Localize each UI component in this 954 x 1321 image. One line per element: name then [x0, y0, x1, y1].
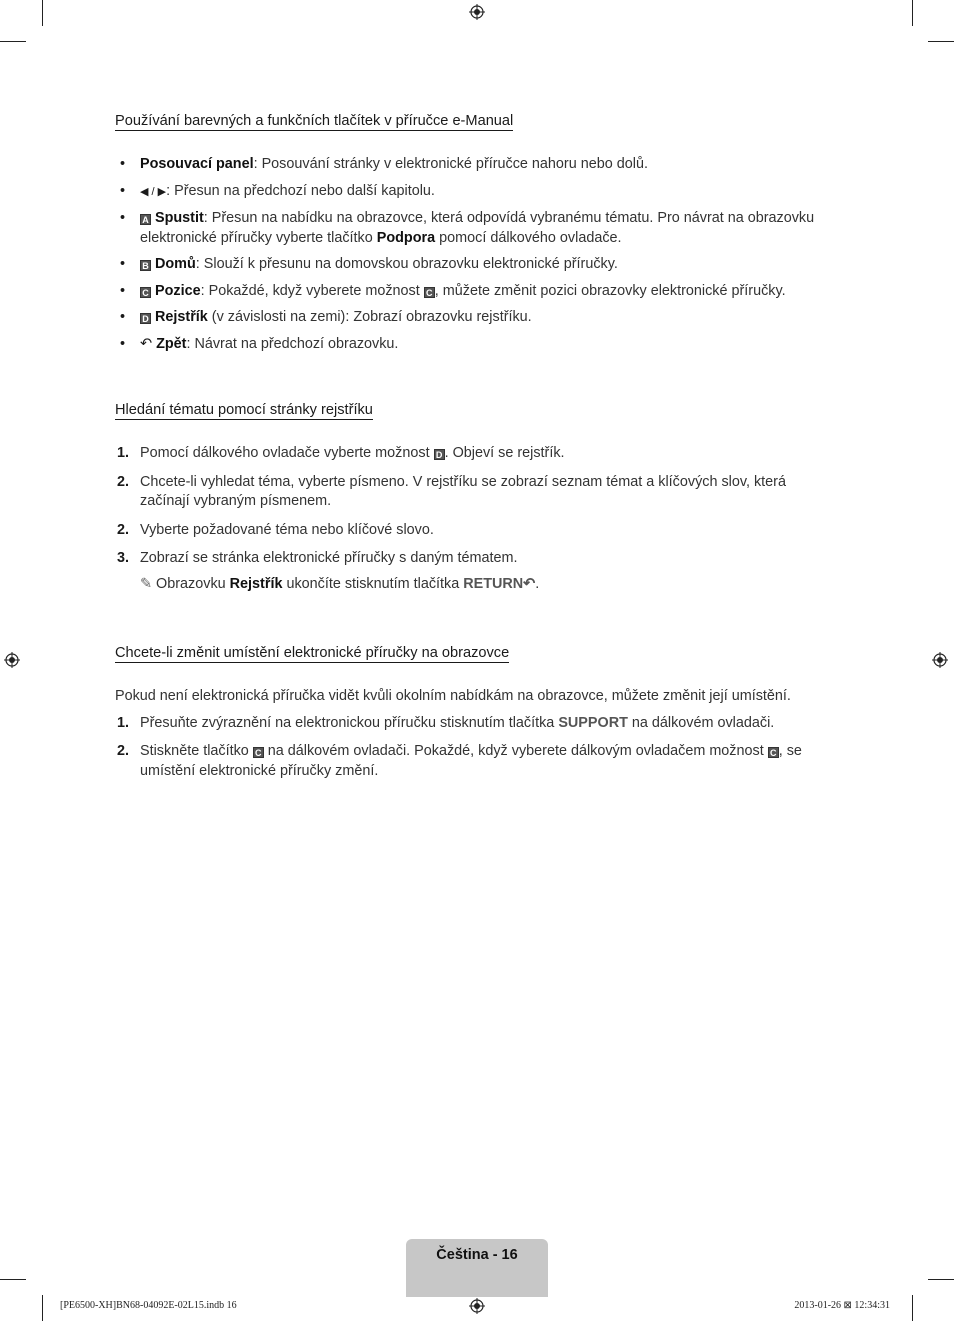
registration-mark-icon: [469, 4, 485, 20]
list-item: [115, 155, 835, 175]
crop-mark: [42, 0, 43, 26]
crop-mark: [42, 1295, 43, 1321]
steps-list: [115, 714, 835, 782]
registration-mark-icon: [469, 1298, 485, 1314]
list-item: [115, 182, 835, 203]
step-item: [115, 549, 835, 569]
arrow-left-right-icon: ◀ / ▶: [140, 185, 167, 198]
term: Rejstřík: [229, 575, 283, 592]
a-button-icon: A: [140, 214, 151, 225]
step-text: Přesuňte zvýraznění na elektronickou příručku stisknutím tlačítka: [140, 714, 559, 731]
crop-mark: [928, 1279, 954, 1280]
description: , můžete změnit pozici obrazovky elektronické příručky.: [434, 282, 786, 299]
d-button-icon: D: [140, 313, 151, 324]
return-button-label: RETURN↶: [463, 575, 536, 592]
step-text: Pomocí dálkového ovladače vyberte možnost: [140, 445, 434, 461]
step-number: 2.: [117, 743, 130, 759]
bullet: •: [120, 156, 126, 172]
c-button-icon: C: [768, 747, 779, 758]
step-text: Chcete-li vyhledat téma, vyberte písmeno. V rejstříku se zobrazí seznam témat a klíčových slov, která začínají vybraným písmenem.: [140, 473, 786, 509]
list-item: [115, 308, 835, 328]
description: : Pokaždé, když vyberete možnost: [200, 282, 424, 299]
note: [115, 575, 835, 595]
step-text: Vyberte požadované téma nebo klíčové slovo.: [140, 521, 434, 538]
section-heading: Chcete-li změnit umístění elektronické příručky na obrazovce: [115, 645, 510, 661]
step-text: , se umístění elektronické příručky změní.: [140, 743, 802, 779]
step-text: Zobrazí se stránka elektronické příručky s daným tématem.: [140, 550, 518, 566]
c-button-icon: C: [424, 287, 435, 298]
list-item: [115, 209, 835, 248]
step-number: 1.: [117, 714, 130, 731]
term: Pozice: [155, 282, 201, 299]
steps-list: [115, 444, 835, 569]
description: : Posouvání stránky v elektronické příručce nahoru nebo dolů.: [253, 156, 648, 172]
crop-mark: [928, 41, 954, 42]
section-heading: Používání barevných a funkčních tlačítek v příručce e-Manual: [115, 113, 514, 129]
term: Rejstřík: [155, 309, 208, 325]
step-item: [115, 473, 835, 512]
section-heading: Hledání tématu pomocí stránky rejstříku: [115, 402, 373, 418]
note-text: Obrazovku: [152, 575, 230, 592]
description: : Přesun na předchozí nebo další kapitolu.: [166, 182, 435, 199]
page-number-tab: Čeština - 16: [406, 1239, 548, 1297]
step-text: na dálkovém ovladači.: [627, 714, 775, 731]
b-button-icon: B: [140, 260, 151, 271]
step-number: 2.: [117, 473, 130, 490]
note-text: ukončíte stisknutím tlačítka: [282, 575, 464, 592]
button-list: [115, 155, 835, 354]
description: pomocí dálkového ovladače.: [435, 229, 622, 246]
step-item: [115, 714, 835, 734]
bullet: •: [120, 256, 126, 272]
intro-paragraph: Pokud není elektronická příručka vidět kvůli okolním nabídkám na obrazovce, můžete změnit její umístění.: [115, 688, 791, 704]
d-button-icon: D: [434, 449, 445, 460]
crop-mark: [912, 1295, 913, 1321]
term: Posouvací panel: [140, 156, 254, 172]
description: : Přesun na nabídku na obrazovce, která odpovídá vybranému tématu. Pro návrat na obrazovku elektronické příručky vyberte tlačítko: [140, 210, 815, 246]
c-button-icon: C: [140, 287, 151, 298]
term: Domů: [155, 256, 196, 272]
step-number: 2.: [117, 521, 130, 538]
bullet: •: [120, 309, 126, 325]
crop-mark: [912, 0, 913, 26]
footer-file-info: [PE6500-XH]BN68-04092E-02L15.indb 16: [60, 1300, 237, 1311]
step-text: na dálkovém ovladači. Pokaždé, když vyberete dálkovým ovladačem možnost: [263, 743, 768, 759]
step-item: [115, 521, 835, 541]
list-item: [115, 335, 835, 355]
list-item: [115, 255, 835, 275]
term: Spustit: [155, 210, 204, 226]
c-button-icon: C: [253, 747, 264, 758]
step-number: 1.: [117, 445, 130, 461]
step-text: Stiskněte tlačítko: [140, 743, 253, 759]
registration-mark-icon: [932, 652, 948, 668]
note-text: .: [535, 575, 540, 592]
bullet: •: [120, 335, 126, 352]
term: Zpět: [156, 335, 187, 352]
footer-timestamp: 2013-01-26 ⊠ 12:34:31: [794, 1300, 890, 1311]
pencil-note-icon: ✎: [140, 575, 153, 592]
list-item: [115, 282, 835, 302]
term: Podpora: [376, 229, 436, 246]
return-icon: ↶: [140, 335, 153, 352]
bullet: •: [120, 182, 126, 199]
crop-mark: [0, 1279, 26, 1280]
bullet: •: [120, 282, 126, 299]
manual-content: [115, 112, 835, 790]
description: : Návrat na předchozí obrazovku.: [186, 335, 399, 352]
step-number: 3.: [117, 550, 130, 566]
step-item: [115, 742, 835, 781]
bullet: •: [120, 210, 126, 226]
description: : Slouží k přesunu na domovskou obrazovku elektronické příručky.: [195, 256, 618, 272]
crop-mark: [0, 41, 26, 42]
description: (v závislosti na zemi): Zobrazí obrazovku rejstříku.: [207, 309, 532, 325]
support-button-label: SUPPORT: [558, 714, 628, 731]
step-item: [115, 444, 835, 464]
step-text: . Objeví se rejstřík.: [444, 445, 565, 461]
registration-mark-icon: [4, 652, 20, 668]
